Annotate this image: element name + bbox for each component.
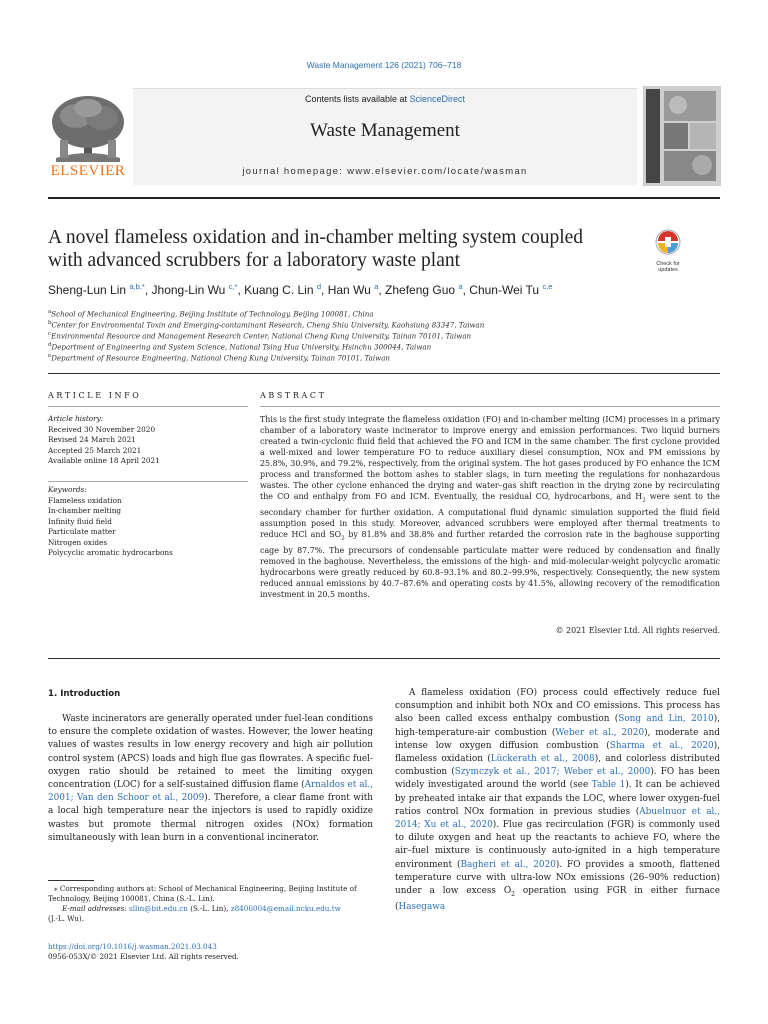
abstract-heading: ABSTRACT [260,391,327,400]
article-title [48,226,628,272]
crossmark-button[interactable] [650,229,686,273]
article-title-line-1: A novel flameless oxidation and in-chamber melting system coupled [48,227,584,248]
sciencedirect-link[interactable]: ScienceDirect [409,94,466,104]
doi-link[interactable]: https://doi.org/10.1016/j.wasman.2021.03.043 [48,942,217,951]
email-link[interactable]: sllin@bit.edu.cn [129,904,188,913]
citation-link[interactable]: Sharma et al., 2020 [609,740,714,751]
abstract-text: This is the first study integrate the flameless oxidation (FO) and in-chamber melting (ICM) processes in a primary chamber of a laboratory waste incinerator to improve energy and emission performances. Two liquid burners created a twin-cyclonic fluid field that achieved the FO and ICM in the same chamber. The first cyclone provided a well-mixed and lower temperature FO to reduce auxiliary diesel consumption, NOx and PM emissions by 25.8%, 30.9%, and 79.2%, respectively, from the original system. The hot gases produced by FO enhance the ICM process and transformed the bottom ashes to stabler slags, in turn meeting the regulations for nonhazardous wastes. The other cyclone enhanced the drying and water–gas shift reaction in the drying zone by recirculating the CO and enthalpy from FO and ICM. Eventually, the residual CO, hydrocarbons, and $H_2$ were sent to the secondary chamber for further oxidation. A computational fluid dynamic simulation supported the fluid field assumption posed in this study. Moreover, advanced scrubbers were employed after thermal treatments to reduce HCl and $SO_2$ by 81.8% and 38.8% and further retarded the corrosion rate in the baghouse supporting cage by 87.7%. The precursors of condensable particulate matter were reduced by condensation and finally removed in the baghouse. Nevertheless, the emissions of the high- and mid-molecular-weight polycyclic aromatic hydrocarbons were greatly reduced by 60.8–93.1% and 80.2–99.9%, respectively. Consequently, the new system reduced annual emissions by 40.7–87.6% and operating costs by 41.5%, allowing recovery of the remodification investment in 20.5 months. [260,415,720,599]
abstract-bottom-rule [48,658,720,659]
author[interactable]: Kuang C. Lin $^d$ [244,282,322,297]
author[interactable]: Jhong-Lin Wu $^{c,*}$ [151,282,238,297]
affiliation-b: $^b$Center for Environmental Toxin and Emerging-contaminant Research, Cheng Shiu University, Kaohsiung 83347, Taiwan [48,320,485,330]
journal-cover-image [643,86,721,186]
author[interactable]: Han Wu $^a$ [327,282,379,297]
author[interactable]: Sheng-Lun Lin $^{a,b,*}$ [48,282,145,297]
contents-prefix: Contents lists available at [304,94,410,104]
citation-link[interactable]: Weber et al., 2020 [555,727,645,738]
keyword: Infinity fluid field [48,516,112,526]
journal-title[interactable]: Waste Management [310,120,460,141]
article-info-rule [48,406,248,407]
keyword: Particulate matter [48,527,116,536]
citation-link[interactable]: Song and Lin, 2010 [618,714,714,725]
history-online: Available online 18 April 2021 [48,456,160,465]
crossmark-label: Check for updates [656,261,680,273]
keywords-block [48,485,248,559]
journal-homepage[interactable]: journal homepage: www.elsevier.com/locate/wasman [242,166,528,177]
citation-link[interactable]: Abuelnuor et al., 2014; Xu et al., 2020 [395,806,720,831]
history-label: Article history: [48,414,104,423]
section-heading-introduction: 1. Introduction [48,689,121,699]
citation-link[interactable]: Lückerath et al., 2008 [490,754,595,765]
author[interactable]: Zhefeng Guo $^a$ [385,282,463,297]
corresponding-author-footnote: ⁎ Corresponding authors at: School of Mechanical Engineering, Beijing Institute of Technology, Beijing 100081, China (S.-L. Lin). E-mail addresses: sllin@bit.edu.cn (S.-L. Lin), z8406004@email.ncku.edu.tw (J.-L. Wu). [48,884,357,923]
article-info-heading: ARTICLE INFO [48,391,142,400]
citation-link[interactable]: Szymczyk et al., 2017; Weber et al., 2000 [454,767,651,778]
intro-paragraph-2: A flameless oxidation (FO) process could effectively reduce fuel consumption and inhibit both NOx and CO emissions. This process has also been called excess enthalpy combustion (Song and Lin, 2010), high-temperature-air combustion (Weber et al., 2020), moderate and intense low oxygen diffusion combustion (Sharma et al., 2020), flameless oxidation (Lückerath et al., 2008), and colorless distributed combustion (Szymczyk et al., 2017; Weber et al., 2000). FO has been widely investigated around the world (see Table 1). It can be achieved by preheated intake air that expands the LOC, where lower oxygen-fuel ratios control NOx formation in previous studies (Abuelnuor et al., 2014; Xu et al., 2020). Flue gas recirculation (FGR) is commonly used to dilute oxygen and heat up the reactants to achieve FO, where the air–fuel mixture is continuously auto-ignited in a high temperature environment (Bagheri et al., 2020). FO provides a smooth, flattened temperature curve with ultra-low NOx emissions (26–90% reduction) under a low excess $O_2$ operation using FGR in either furnace (Hasegawa [395,688,721,913]
history-accepted: Accepted 25 March 2021 [48,445,142,455]
elsevier-wordmark: ELSEVIER [50,163,126,179]
crossmark-icon [650,229,686,257]
keywords-label: Keywords: [48,485,87,494]
article-history [48,414,248,467]
header-rule [48,197,720,199]
footnote-rule [48,880,94,881]
history-received: Received 30 November 2020 [48,424,156,434]
abstract-copyright: © 2021 Elsevier Ltd. All rights reserved. [555,626,720,635]
affiliation-d: $^d$Department of Engineering and System Science, National Tsing Hua University, Hsinchu 300044, Taiwan [48,342,432,352]
issn-line: 0956-053X/© 2021 Elsevier Ltd. All rights reserved. [48,952,239,961]
intro-paragraph-1: Waste incinerators are generally operated under fuel-lean conditions to ensure the complete oxidation of wastes. However, the lower heating values of wastes results in low energy recovery and high air pollution control system (APCS) loads and high flue gas flowrates. A specific fuel-oxygen ratio should be retained to meet the limiting oxygen concentration (LOC) for a self-sustained diffusion flame (Arnaldos et al., 2001; Van den Schoor et al., 2009). Therefore, a clear flame front with a local high temperature near the injectors is used to rapidly oxidize wastes but promote thermal nitrogen oxides (NOx) formation simultaneously with lean burn in a conventional incinerator. [48,714,374,843]
keyword: In-chamber melting [48,506,122,515]
author-list: Sheng-Lun Lin $^{a,b,*}$, Jhong-Lin Wu $^{c,*}$, Kuang C. Lin $^d$, Han Wu $^a$, Zhefeng Guo $^a$, Chun-Wei Tu $^{c,e}$ [48,282,553,297]
citation-link[interactable]: Arnaldos et al., 2001; Van den Schoor et al., 2009 [48,780,373,804]
contents-available-line [133,94,637,104]
table-link[interactable]: Table 1 [591,780,626,791]
affiliation-c: $^c$Environmental Resource and Management Research Center, National Cheng Kung University, Tainan 70101, Taiwan [48,331,472,341]
keyword: Flameless oxidation [48,495,122,505]
email-link[interactable]: z8406004@email.ncku.edu.tw [230,904,341,913]
abstract-rule [260,406,720,407]
affiliation-a: $^a$School of Mechanical Engineering, Beijing Institute of Technology, Beijing 100081, China [48,309,374,319]
article-title-line-2: with advanced scrubbers for a laboratory waste plant [48,250,461,271]
keyword: Nitrogen oxides [48,537,108,547]
citation-link[interactable]: Hasegawa [398,902,446,913]
affiliation-e: $^e$Department of Resource Engineering, National Cheng Kung University, Tainan 70101, Taiwan [48,353,391,363]
doi-line [48,942,373,962]
citation-link[interactable]: Bagheri et al., 2020 [460,859,556,870]
history-revised: Revised 24 March 2021 [48,435,136,444]
keywords-rule [48,481,248,482]
author[interactable]: Chun-Wei Tu $^{c,e}$ [469,282,553,297]
affiliation-rule [48,373,720,374]
keyword: Polycyclic aromatic hydrocarbons [48,548,173,557]
journal-reference[interactable]: Waste Management 126 (2021) 706–718 [306,60,462,70]
